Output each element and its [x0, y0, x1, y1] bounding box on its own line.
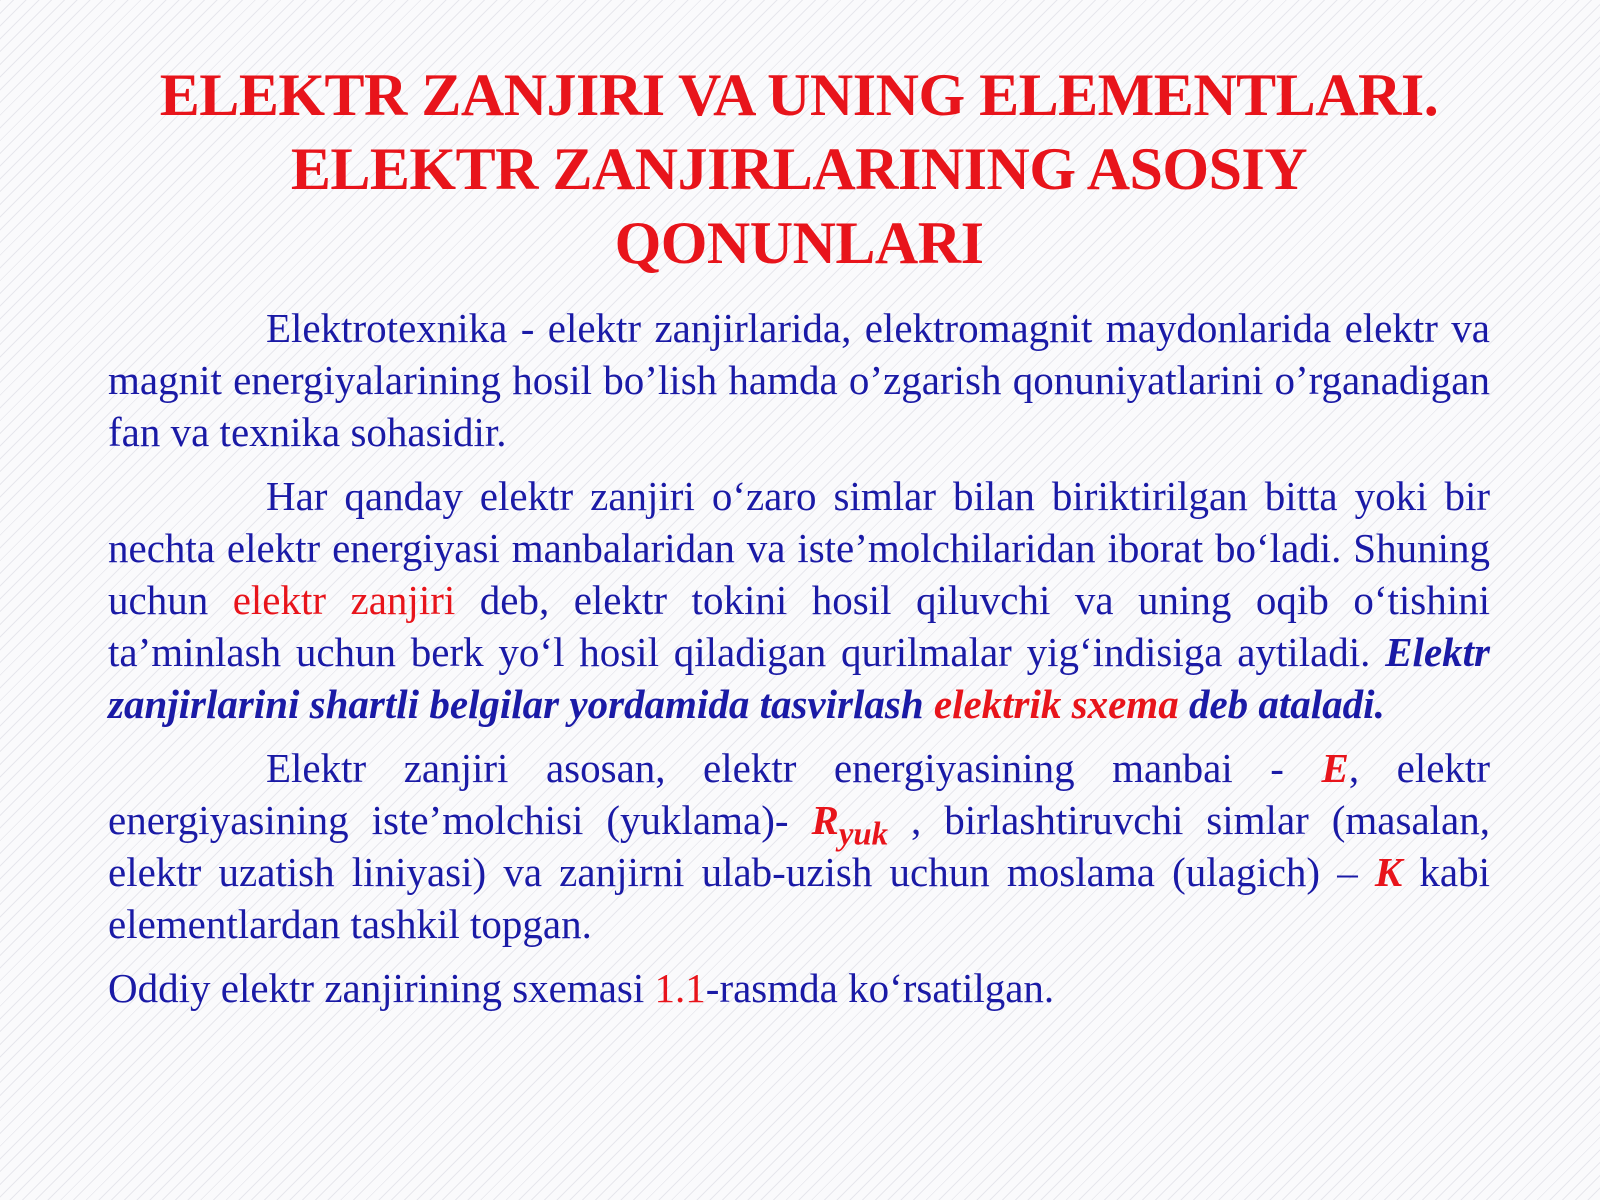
paragraph-figure-text-1: Oddiy elektr zanjirining sxemasi	[108, 965, 655, 1011]
title-line-3: QONUNLARI	[614, 210, 984, 276]
figure-reference: 1.1	[654, 965, 706, 1011]
symbol-e: E	[1321, 745, 1349, 791]
symbol-r-subscript: yuk	[838, 816, 889, 853]
title-line-2: ELEKTR ZANJIRLARINING ASOSIY	[290, 136, 1308, 202]
emphasis-text-2: deb ataladi.	[1178, 681, 1385, 727]
title-line-1: ELEKTR ZANJIRI VA UNING ELEMENTLARI.	[159, 62, 1439, 128]
paragraph-figure-reference	[108, 962, 1490, 1014]
term-elektrik-sxema: elektrik sxema	[933, 681, 1179, 727]
paragraph-figure-text-2: -rasmda ko‘rsatilgan.	[705, 965, 1055, 1011]
symbol-r: R	[811, 797, 839, 843]
paragraph-elements	[108, 742, 1490, 950]
paragraph-elements-text-2: , elektr energiyasining iste’molchisi (yuklama)-	[108, 745, 1490, 843]
paragraph-definition: Elektrotexnika - elektr zanjirlarida, elektromagnit maydonlarida elektr va magnit energiyalarining hosil bo’lish hamda o’zgarish qonuniyatlarini o’rganadigan fan va texnika sohasidir.	[108, 305, 1490, 455]
slide-title	[108, 58, 1490, 280]
paragraph-elements-text-4: kabi elementlardan tashkil topgan.	[108, 849, 1491, 947]
emphasis-text-1: Elektr zanjirlarini shartli belgilar yordamida tasvirlash	[108, 629, 1490, 727]
term-elektr-zanjiri: elektr zanjiri	[232, 577, 456, 623]
paragraph-circuit	[108, 470, 1490, 730]
symbol-k: K	[1374, 849, 1403, 895]
slide-body	[108, 302, 1490, 1014]
paragraph-circuit-text-2: deb, elektr tokini hosil qiluvchi va uning oqib o‘tishini ta’minlash uchun berk yo‘l hosil qiladigan qurilmalar yig‘indisiga aytiladi.	[108, 577, 1490, 675]
paragraph-circuit-text-1: Har qanday elektr zanjiri o‘zaro simlar bilan biriktirilgan bitta yoki bir nechta elektr energiyasi manbalaridan va iste’molchilaridan iborat bo‘ladi. Shuning uchun	[108, 473, 1490, 623]
slide	[108, 58, 1490, 1026]
paragraph-elements-text-1: Elektr zanjiri asosan, elektr energiyasining manbai -	[266, 745, 1322, 791]
symbol-r-yuk	[811, 797, 889, 853]
paragraph-elements-text-3: , birlashtiruvchi simlar (masalan, elektr uzatish liniyasi) va zanjirni ulab-uzish uchun moslama (ulagich) –	[108, 797, 1490, 895]
